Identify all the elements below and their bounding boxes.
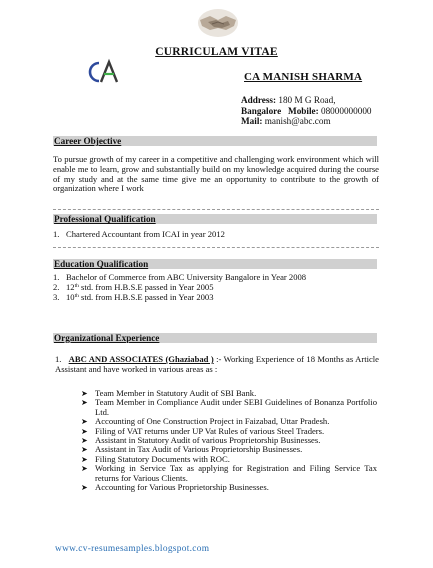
- list-item: 3. 10th std. from H.B.S.E passed in Year 2003: [53, 292, 214, 303]
- arrow-icon: ➤: [81, 464, 88, 474]
- arrow-icon: ➤: [81, 445, 88, 455]
- experience-summary: :- Working Experience of 18 Months as Article Assistant and have worked in various areas as :: [55, 354, 379, 375]
- bullet-item: ➤ Team Member in Statutory Audit of SBI Bank.: [81, 388, 257, 398]
- contact-block: [241, 95, 372, 127]
- bullet-item: ➤ Team Member in Compliance Audit under SEBI Guidelines of Bonanza Portfolio Ltd.: [81, 397, 377, 417]
- bullet-item: ➤ Filing Statutory Documents with ROC.: [81, 453, 230, 464]
- mobile-value: 08000000000: [320, 105, 372, 116]
- list-item: 2. 12th std. from H.B.S.E passed in Year 2005: [53, 282, 214, 293]
- professional-qualification-list: [53, 229, 383, 239]
- footer-url[interactable]: www.cv-resumesamples.blogspot.com: [55, 544, 210, 554]
- mobile-label: Mobile:: [288, 105, 319, 116]
- arrow-icon: ➤: [81, 426, 88, 436]
- document-title: CURRICULAM VITAE: [155, 46, 278, 58]
- bullet-item: ➤ Working in Service Tax as applying for Registration and Filing Service Tax returns for Various Clients.: [81, 463, 377, 483]
- education-qualification-list: [53, 272, 383, 303]
- divider: [53, 247, 379, 248]
- list-item: 1. Chartered Accountant from ICAI in year 2012: [53, 229, 225, 239]
- professional-qualification-heading: Professional Qualification: [53, 214, 377, 224]
- career-objective-heading: Career Objective: [53, 136, 377, 146]
- address-value: 180 M G Road,: [278, 95, 336, 105]
- ca-logo: [82, 58, 122, 86]
- arrow-icon: ➤: [81, 417, 88, 427]
- divider: [53, 209, 379, 210]
- list-item: 1. Bachelor of Commerce from ABC University Bangalore in Year 2008: [53, 272, 307, 282]
- bullet-item: ➤ Accounting of One Construction Project in Faizabad, Uttar Pradesh.: [81, 416, 330, 427]
- candidate-name: CA MANISH SHARMA: [244, 71, 363, 83]
- arrow-icon: ➤: [81, 398, 88, 408]
- arrow-icon: ➤: [81, 483, 88, 493]
- bullet-item: ➤ Accounting for Various Proprietorship Businesses.: [81, 482, 269, 493]
- arrow-icon: ➤: [81, 436, 88, 446]
- experience-entry: 1. ABC AND ASSOCIATES (Ghaziabad ) :- Working Experience of 18 Months as Article Assistant and have worked in various areas as :: [55, 354, 379, 375]
- bullet-item: ➤ Filing of VAT returns under UP Vat Rules of various Steel Traders.: [81, 425, 325, 436]
- handshake-image: [196, 6, 240, 40]
- address-label: Address:: [241, 95, 277, 105]
- arrow-icon: ➤: [81, 389, 88, 398]
- bullet-item: ➤ Assistant in Tax Audit of Various Proprietorship Businesses.: [81, 444, 303, 455]
- mail-label: Mail:: [241, 116, 263, 126]
- bullet-item: ➤ Assistant in Statutory Audit of various Proprietorship Businesses.: [81, 435, 321, 446]
- organizational-experience-heading: Organizational Experience: [53, 333, 377, 343]
- city: Bangalore: [241, 105, 282, 116]
- education-qualification-heading: Education Qualification: [53, 259, 377, 269]
- experience-bullets: [81, 389, 377, 492]
- employer-name: ABC AND ASSOCIATES (Ghaziabad ): [68, 354, 214, 364]
- mail-value: manish@abc.com: [264, 116, 331, 126]
- career-objective-text: To pursue growth of my career in a competitive and challenging work environment which will enable me to learn, grow and substantially build on my knowledge acquired during the course of my study and at the same time give me an opportunity to contribute to the growth of organization where I work: [53, 154, 379, 194]
- arrow-icon: ➤: [81, 454, 88, 464]
